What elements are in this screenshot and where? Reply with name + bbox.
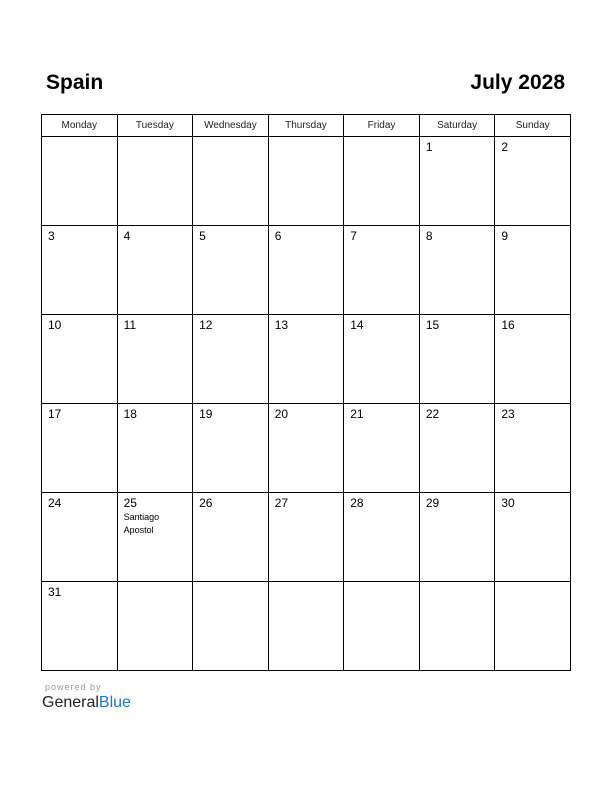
day-number: 16 — [501, 318, 515, 332]
day-cell — [495, 493, 571, 582]
day-number: 21 — [350, 407, 364, 421]
day-cell — [495, 315, 571, 404]
day-number: 2 — [501, 140, 509, 154]
weekday-saturday: Saturday — [419, 115, 495, 137]
day-number — [344, 582, 419, 585]
weekday-tuesday: Tuesday — [117, 115, 193, 137]
day-cell — [495, 137, 571, 226]
day-number — [118, 582, 193, 585]
day-number: 9 — [501, 229, 509, 243]
week-row — [42, 493, 571, 582]
day-cell — [193, 315, 269, 404]
day-cell — [117, 315, 193, 404]
day-cell — [193, 404, 269, 493]
day-cell — [268, 137, 344, 226]
weekday-thursday: Thursday — [268, 115, 344, 137]
day-cell — [42, 315, 118, 404]
day-cell — [193, 582, 269, 671]
day-cell — [268, 404, 344, 493]
day-cell — [495, 582, 571, 671]
week-row — [42, 137, 571, 226]
day-cell — [117, 493, 193, 582]
day-cell — [344, 582, 420, 671]
calendar-grid — [41, 114, 571, 671]
powered-by-text: powered by — [45, 682, 102, 692]
day-cell — [268, 226, 344, 315]
day-cell — [495, 404, 571, 493]
country-title: Spain — [46, 71, 104, 94]
weekday-friday: Friday — [344, 115, 420, 137]
day-cell — [344, 137, 420, 226]
brand-general: General — [42, 694, 99, 711]
day-number: 20 — [274, 407, 289, 421]
day-number: 5 — [199, 229, 206, 243]
day-cell — [193, 493, 269, 582]
day-cell — [419, 315, 495, 404]
day-cell — [42, 493, 118, 582]
day-cell — [117, 226, 193, 315]
week-row — [42, 582, 571, 671]
day-number: 1 — [425, 140, 433, 154]
day-cell — [419, 582, 495, 671]
day-cell — [419, 404, 495, 493]
day-cell — [344, 226, 420, 315]
day-cell — [117, 582, 193, 671]
day-cell — [419, 137, 495, 226]
week-row — [42, 226, 571, 315]
month-year-title: July 2028 — [470, 71, 565, 94]
day-number — [118, 137, 193, 140]
day-number: 6 — [274, 229, 282, 243]
day-number: 31 — [48, 585, 62, 599]
day-cell — [268, 315, 344, 404]
day-number — [193, 137, 268, 140]
week-row — [42, 315, 571, 404]
week-row — [42, 404, 571, 493]
day-number: 15 — [425, 318, 440, 332]
day-number: 13 — [274, 318, 289, 332]
day-cell — [268, 493, 344, 582]
day-number — [269, 582, 344, 585]
generalblue-logo-link[interactable] — [42, 693, 131, 713]
day-cell — [344, 493, 420, 582]
day-cell — [42, 404, 118, 493]
weekday-monday: Monday — [42, 115, 118, 137]
day-number: 28 — [350, 496, 364, 510]
day-number: 26 — [199, 496, 213, 510]
day-number: 23 — [501, 407, 515, 421]
day-number: 19 — [199, 407, 213, 421]
day-cell — [42, 582, 118, 671]
day-cell — [268, 582, 344, 671]
day-cell — [117, 137, 193, 226]
day-number: 18 — [123, 407, 137, 421]
day-number — [495, 582, 570, 585]
day-cell — [344, 404, 420, 493]
day-number: 27 — [274, 496, 289, 510]
day-number: 17 — [48, 407, 62, 421]
day-cell — [419, 226, 495, 315]
day-cell — [193, 137, 269, 226]
day-number: 11 — [123, 318, 137, 332]
day-cell — [495, 226, 571, 315]
day-number — [269, 137, 344, 140]
day-cell — [117, 404, 193, 493]
day-number: 24 — [48, 496, 62, 510]
weekday-wednesday: Wednesday — [193, 115, 269, 137]
day-cell — [344, 315, 420, 404]
holiday-label: Santiago Apostol — [123, 512, 160, 535]
day-number: 14 — [350, 318, 364, 332]
day-number: 30 — [501, 496, 515, 510]
day-number: 10 — [48, 318, 62, 332]
weekday-sunday: Sunday — [495, 115, 571, 137]
day-number: 22 — [425, 407, 440, 421]
brand-blue: Blue — [98, 694, 131, 711]
weekday-header-row — [42, 115, 571, 137]
day-number: 4 — [123, 229, 131, 243]
day-number — [344, 137, 419, 140]
day-number: 12 — [199, 318, 213, 332]
day-number: 7 — [350, 229, 357, 243]
day-number: 8 — [425, 229, 433, 243]
day-cell — [42, 137, 118, 226]
day-cell — [42, 226, 118, 315]
day-number — [42, 137, 117, 140]
day-number: 25 — [123, 496, 137, 510]
day-cell — [419, 493, 495, 582]
day-number: 3 — [48, 229, 55, 243]
day-number — [193, 582, 268, 585]
day-cell — [193, 226, 269, 315]
day-number: 29 — [425, 496, 440, 510]
day-number — [420, 582, 495, 585]
